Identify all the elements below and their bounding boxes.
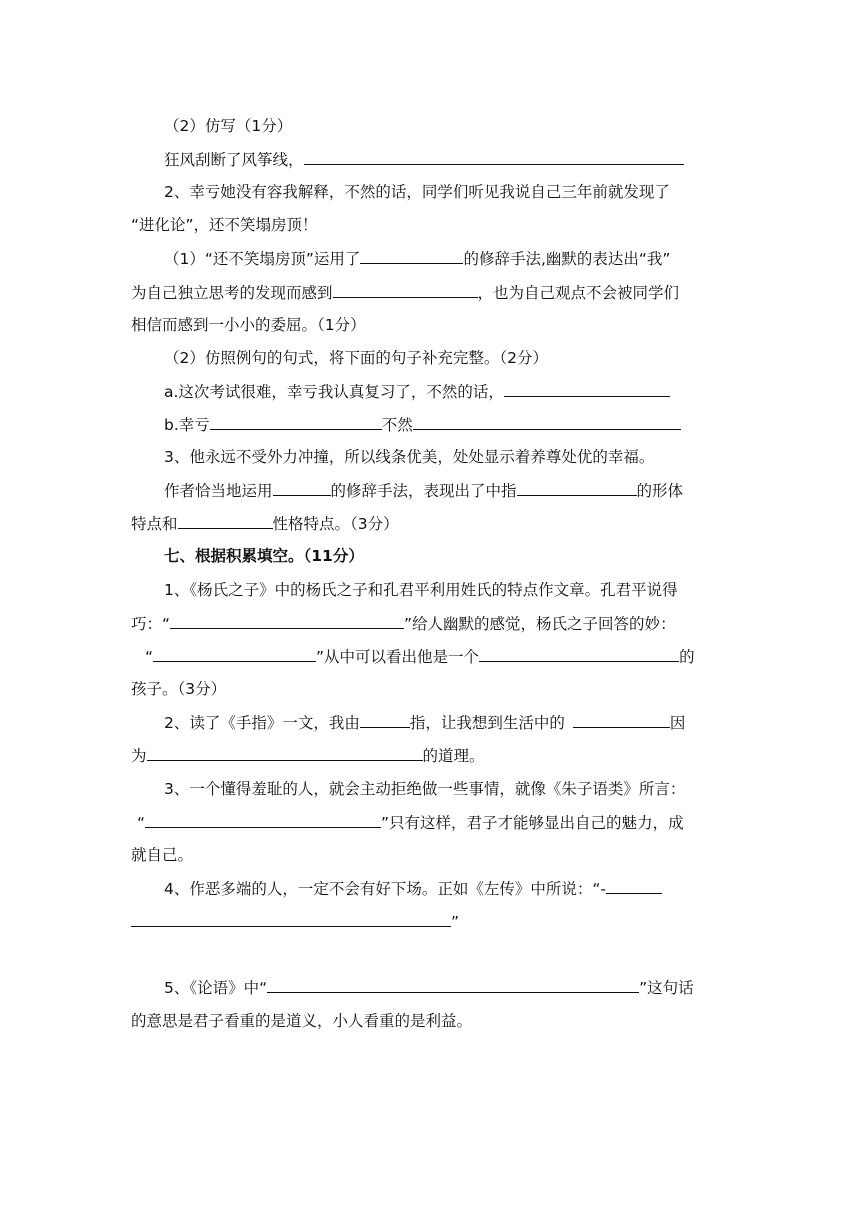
question-line: ” — [131, 911, 731, 932]
question-line: 相信而感到一小小的委屈。（1分） — [131, 316, 366, 334]
answer-blank[interactable] — [210, 414, 382, 430]
answer-blank[interactable] — [131, 911, 451, 927]
answer-blank[interactable] — [360, 248, 463, 264]
question-line: 狂风刮断了风筝线， — [164, 149, 731, 170]
question-line: 2、幸亏她没有容我解释，不然的话，同学们听见我说自己三年前就发现了 — [164, 183, 670, 201]
answer-blank[interactable] — [573, 712, 670, 728]
answer-blank[interactable] — [145, 812, 381, 828]
question-line: 的意思是君子看重的是道义，小人看重的是利益。 — [131, 1012, 473, 1030]
answer-blank[interactable] — [479, 646, 679, 662]
answer-blank[interactable] — [606, 878, 662, 894]
question-line: a.这次考试很难，幸亏我认真复习了，不然的话， — [164, 381, 731, 402]
answer-blank[interactable] — [147, 745, 423, 761]
question-line: 巧：“ ”给人幽默的感觉，杨氏之子回答的妙： — [131, 615, 676, 633]
question-line: 5、《论语》中“ ”这句话 — [164, 979, 694, 997]
answer-blank[interactable] — [413, 414, 681, 430]
answer-blank[interactable] — [273, 480, 331, 496]
question-line: 为自己独立思考的发现而感到 ，也为自己观点不会被同学们 — [131, 284, 680, 302]
answer-blank[interactable] — [360, 712, 410, 728]
answer-blank[interactable] — [333, 282, 478, 298]
answer-blank[interactable] — [304, 149, 684, 165]
answer-blank[interactable] — [517, 480, 637, 496]
section-heading: 七、根据积累填空。（11分） — [164, 547, 364, 565]
answer-blank[interactable] — [153, 646, 316, 662]
answer-blank[interactable] — [504, 381, 670, 397]
question-line: 为 的道理。 — [131, 747, 485, 765]
question-line: “ ”只有这样，君子才能够显出自己的魅力，成 — [137, 814, 684, 832]
answer-blank[interactable] — [267, 977, 639, 993]
question-label: （2）仿写（1分） — [164, 117, 293, 135]
question-line: 3、他永远不受外力冲撞，所以线条优美，处处显示着养尊处优的幸福。 — [164, 448, 655, 466]
question-line: 2、读了《手指》一文，我由 指，让我想到生活中的 因 — [164, 714, 686, 732]
question-line: “ ”从中可以看出他是一个 的 — [145, 648, 695, 666]
question-line: 特点和 性格特点。（3分） — [131, 515, 399, 533]
question-line: 就自己。 — [131, 846, 194, 864]
question-line: “进化论”，还不笑塌房顶！ — [131, 216, 318, 234]
question-line: （1）“还不笑塌房顶”运用了 的修辞手法,幽默的表达出“我” — [164, 250, 671, 268]
question-line: 作者恰当地运用 的修辞手法，表现出了中指 的形体 — [164, 482, 684, 500]
question-line: 3、一个懂得羞耻的人，就会主动拒绝做一些事情，就像《朱子语类》所言： — [164, 780, 686, 798]
question-line: 孩子。（3分） — [131, 680, 227, 698]
question-line: b.幸亏 不然 — [164, 414, 731, 435]
question-line: （2）仿照例句的句式，将下面的句子补充完整。（2分） — [164, 349, 548, 367]
question-line: 4、作恶多端的人，一定不会有好下场。正如《左传》中所说：“- — [164, 878, 731, 899]
answer-blank[interactable] — [178, 513, 273, 529]
answer-blank[interactable] — [170, 613, 404, 629]
question-line: 1、《杨氏之子》中的杨氏之子和孔君平利用姓氏的特点作文章。孔君平说得 — [164, 581, 678, 599]
